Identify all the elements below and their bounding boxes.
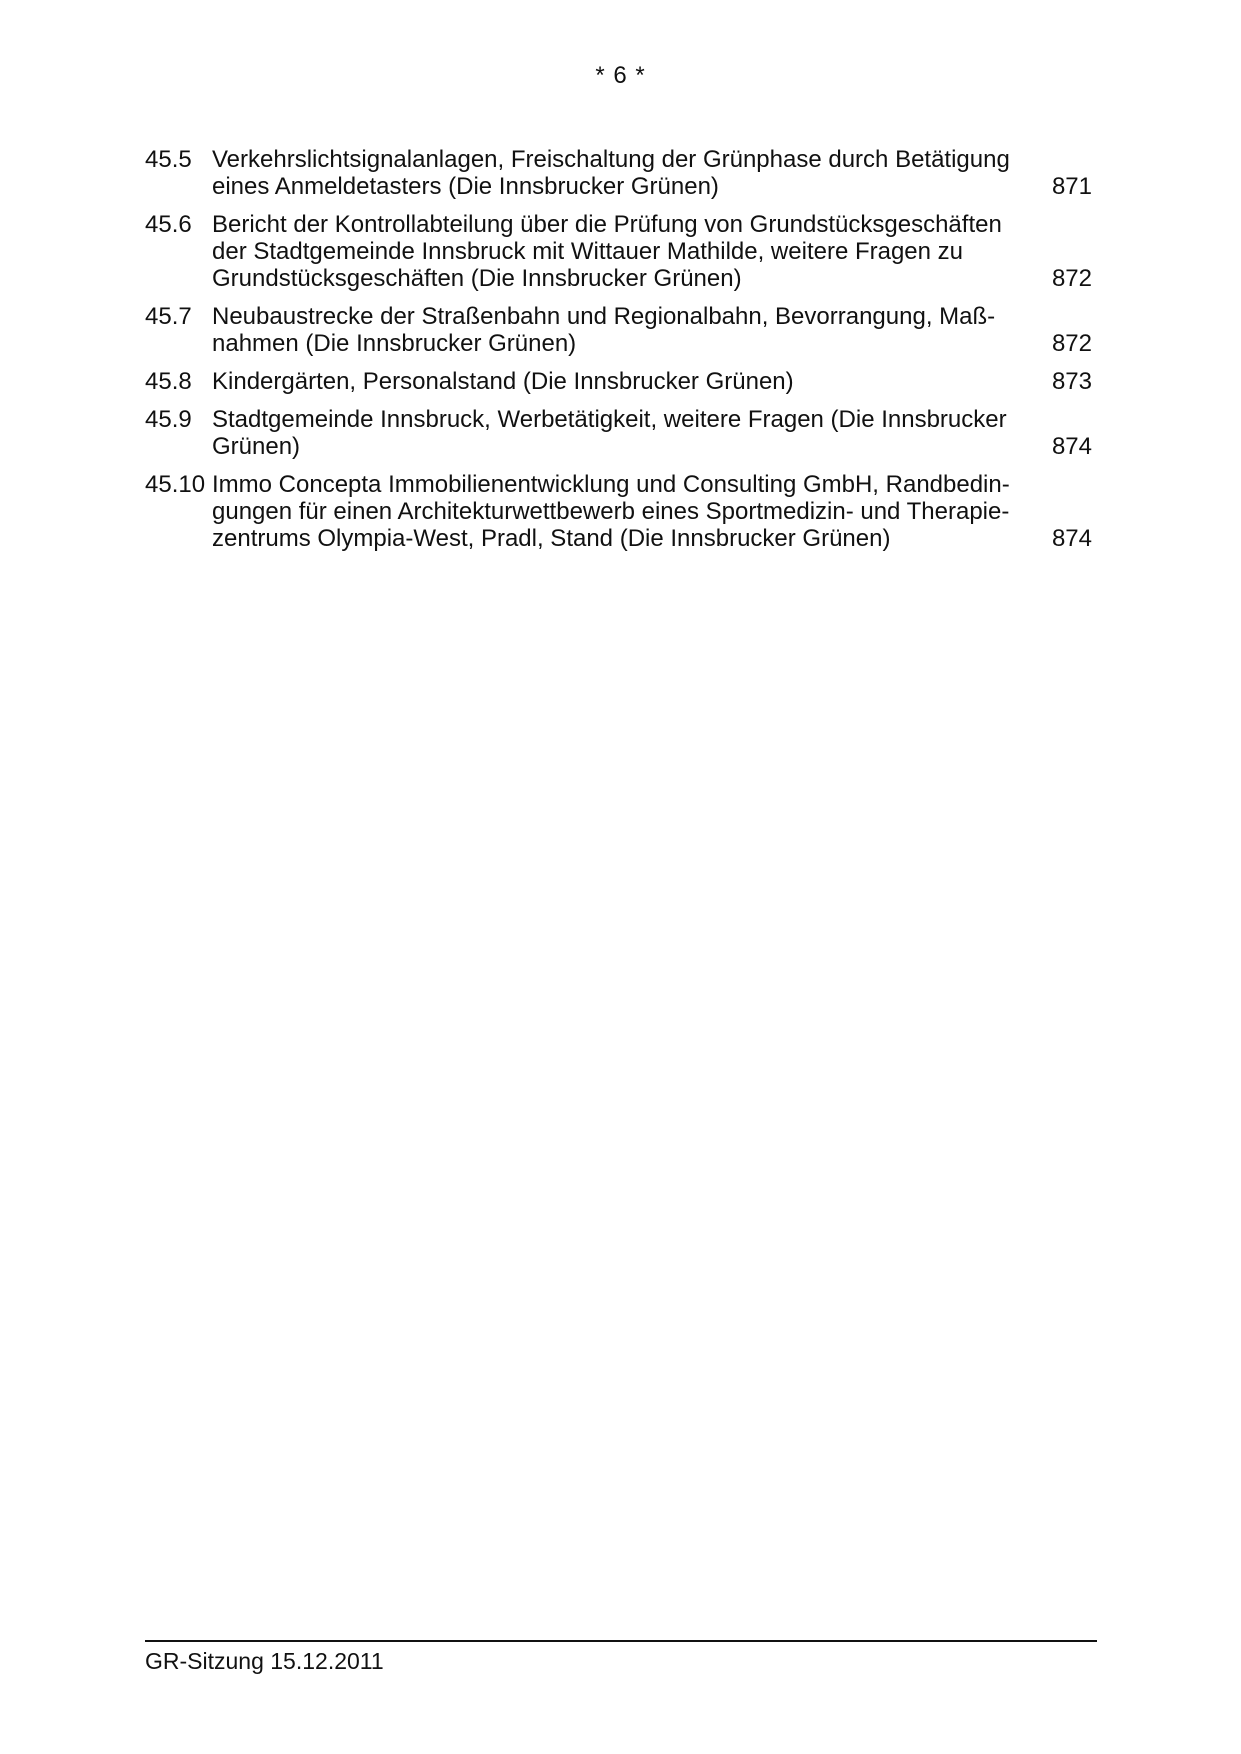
- toc-entry-line: zentrums Olympia-West, Pradl, Stand (Die Innsbrucker Grünen): [212, 525, 891, 552]
- toc-entry-number: 45.8: [145, 368, 192, 395]
- toc-entry-page: 872: [1051, 265, 1092, 292]
- toc-entry: [145, 368, 1092, 395]
- toc-entry-number: 45.7: [145, 303, 192, 330]
- toc-entry-line: Kindergärten, Personalstand (Die Innsbrucker Grünen): [212, 368, 794, 395]
- toc-entry-line: Grundstücksgeschäften (Die Innsbrucker Grünen): [212, 265, 742, 292]
- toc-entry-page: 874: [1051, 433, 1092, 460]
- toc-entry-title: [212, 471, 1010, 552]
- toc-entry-title: [212, 146, 1010, 200]
- toc-entry-number: 45.9: [145, 406, 192, 433]
- toc-entry-line: eines Anmeldetasters (Die Innsbrucker Grünen): [212, 173, 719, 200]
- toc-entry: [145, 146, 1092, 200]
- toc-entry: [145, 211, 1092, 292]
- toc-entry-number: 45.10: [145, 471, 206, 498]
- toc-entry-number: 45.5: [145, 146, 192, 173]
- toc-entry-title: [212, 211, 1002, 292]
- toc-entry-page: 874: [1051, 525, 1092, 552]
- page-number-marker: * 6 *: [595, 62, 646, 89]
- toc-entry-title: [212, 406, 1007, 460]
- toc-entry-page: 873: [1051, 368, 1092, 395]
- footer-text: GR-Sitzung 15.12.2011: [145, 1648, 384, 1674]
- toc-entry-line: Verkehrslichtsignalanlagen, Freischaltung der Grünphase durch Betätigung: [212, 146, 1010, 173]
- toc-entry: [145, 303, 1092, 357]
- toc-entry-line: Grünen): [212, 433, 301, 460]
- toc-entry-page: 872: [1051, 330, 1092, 357]
- toc-entry-title: [212, 303, 995, 357]
- toc-entry-line: Immo Concepta Immobilienentwicklung und Consulting GmbH, Randbedin-: [212, 471, 1010, 498]
- toc-entry-number: 45.6: [145, 211, 192, 238]
- toc-entry-line: gungen für einen Architekturwettbewerb eines Sportmedizin- und Therapie-: [212, 498, 1010, 525]
- toc-entry-line: nahmen (Die Innsbrucker Grünen): [212, 330, 577, 357]
- toc-entry-line: der Stadtgemeinde Innsbruck mit Wittauer Mathilde, weitere Fragen zu: [212, 238, 964, 265]
- page-footer: [145, 1640, 1097, 1674]
- toc-entry-line: Neubaustrecke der Straßenbahn und Regionalbahn, Bevorrangung, Maß-: [212, 303, 996, 330]
- toc-entry: [145, 406, 1092, 460]
- toc-entry: [145, 471, 1092, 552]
- toc-entry-page: 871: [1051, 173, 1092, 200]
- toc-entry-title: [212, 368, 794, 395]
- table-of-contents: [145, 146, 1092, 563]
- toc-entry-line: Bericht der Kontrollabteilung über die Prüfung von Grundstücksgeschäften: [212, 211, 1002, 238]
- toc-entry-line: Stadtgemeinde Innsbruck, Werbetätigkeit, weitere Fragen (Die Innsbrucker: [212, 406, 1007, 433]
